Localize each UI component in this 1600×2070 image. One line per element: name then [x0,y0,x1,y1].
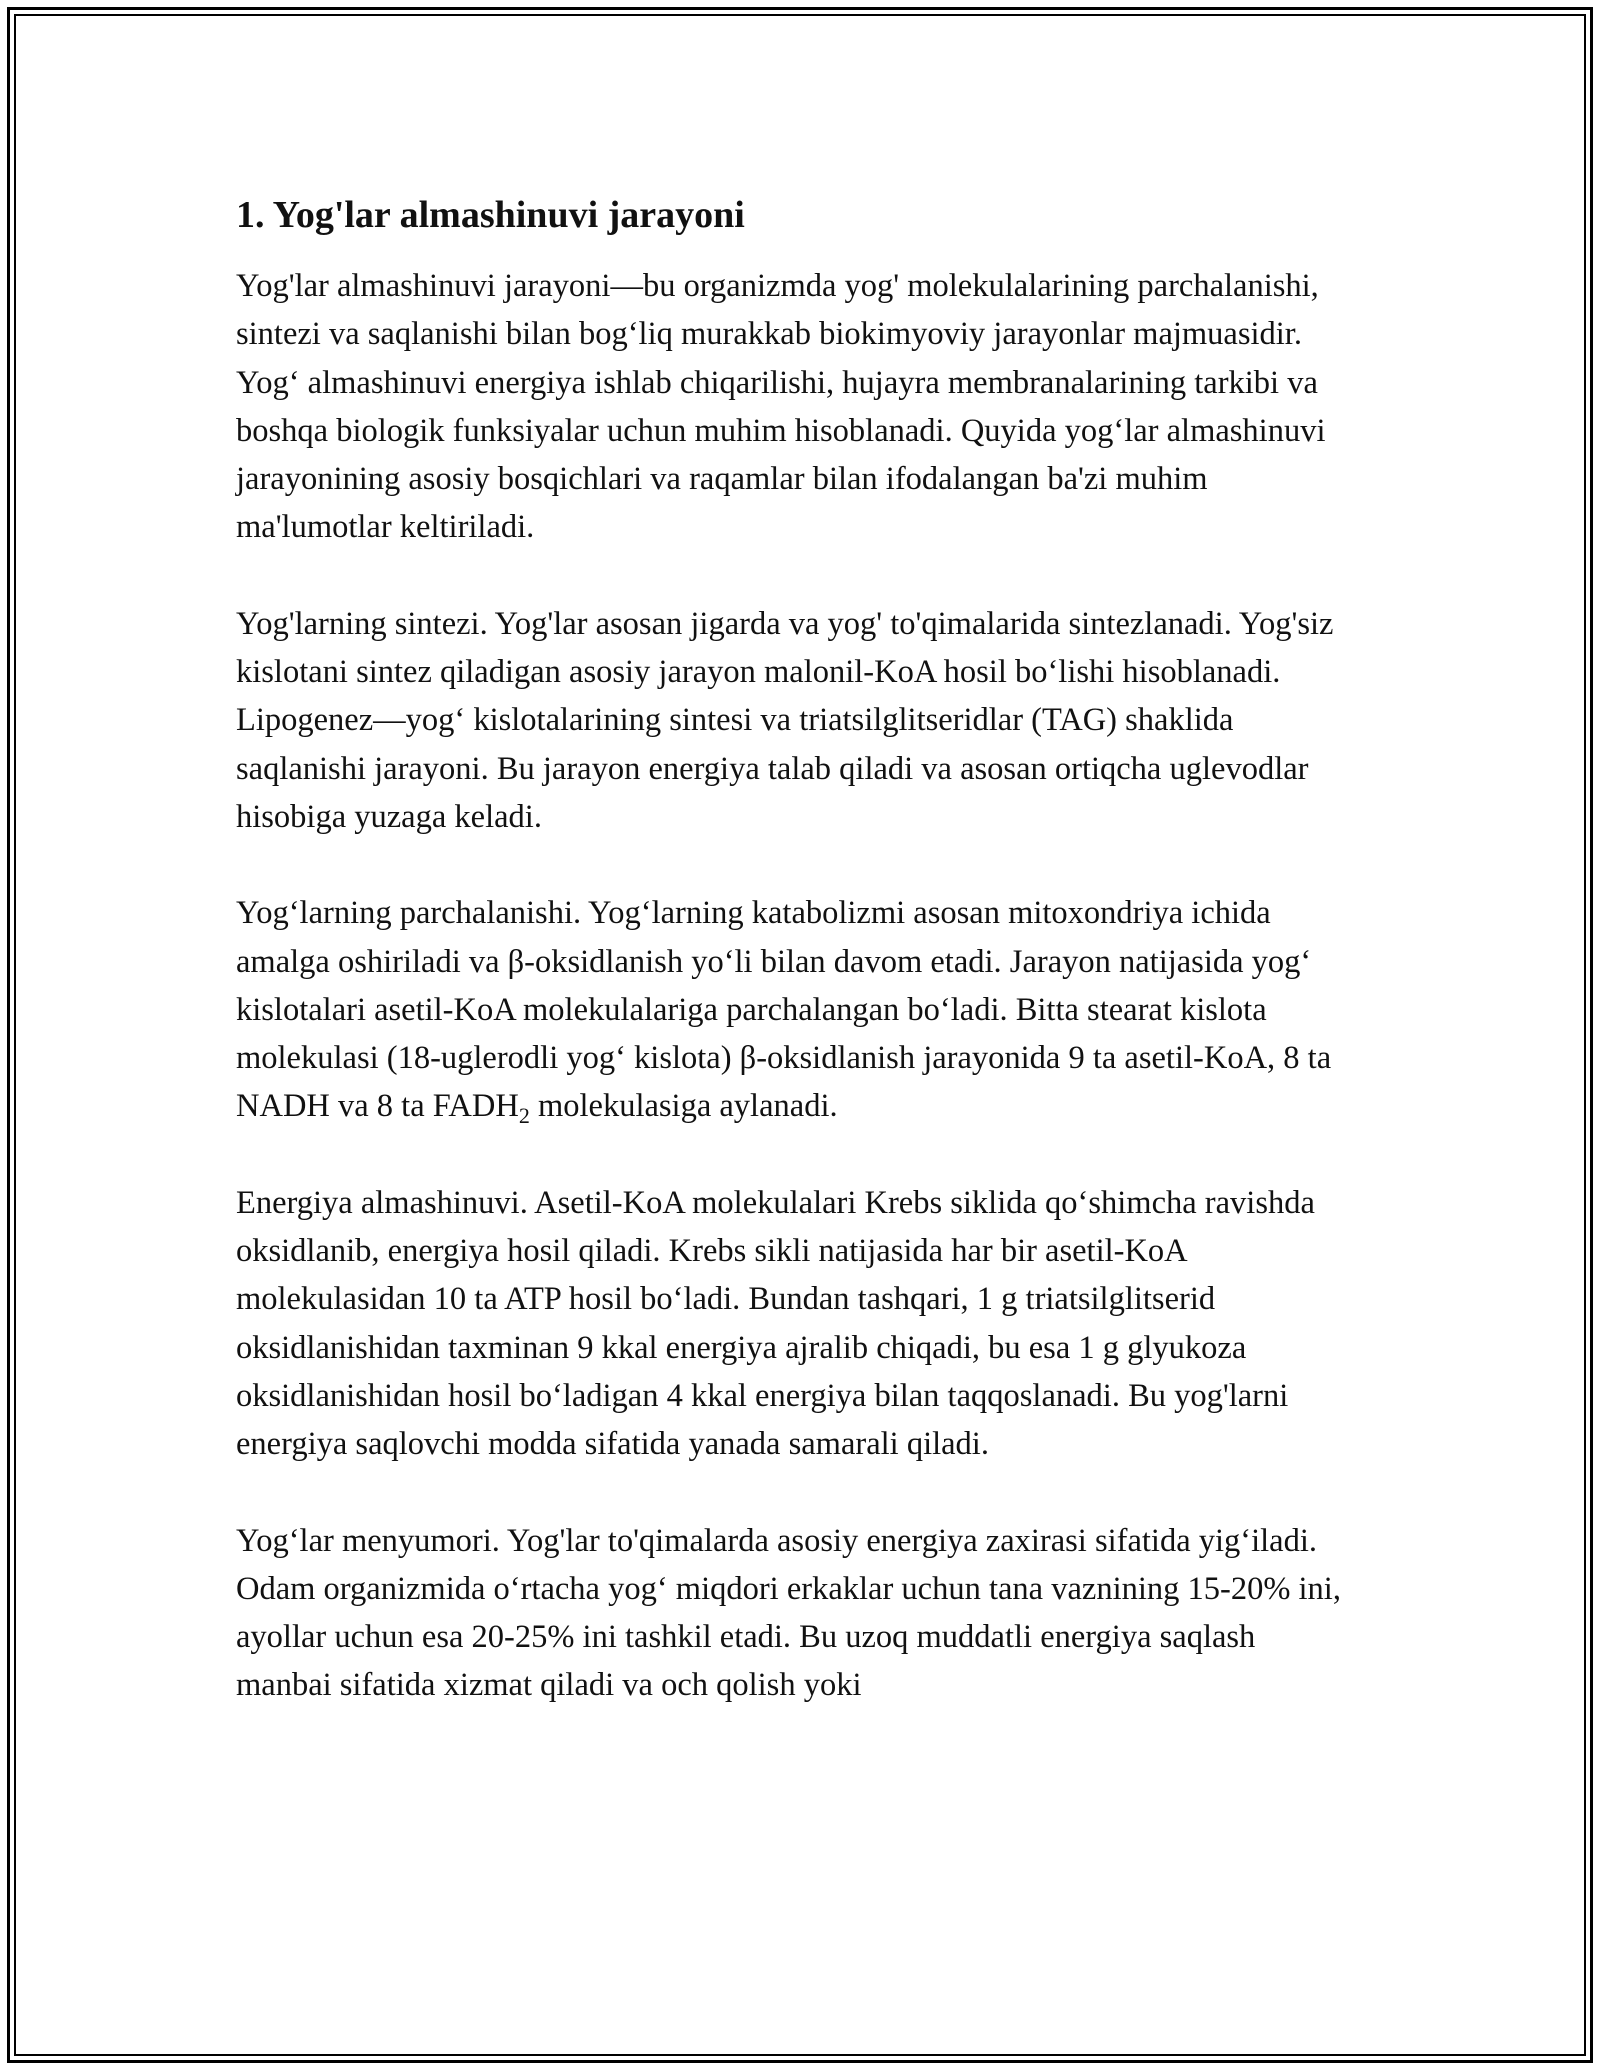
subscript-2: 2 [518,1103,530,1129]
section-title: 1. Yog'lar almashinuvi jarayoni [236,194,745,236]
paragraph-breakdown-text: Yog‘larning parchalanishi. Yog‘larning katabolizmi asosan mitoxondriya ichida amalga oshiriladi va β-oksidlanish yo‘li bilan davom etadi. Jarayon natijasida yog‘ kislotalari asetil-KoA molekulalariga parchalangan bo‘ladi. Bitta stearat kislota molekulasi (18-uglerodli yog‘ kislota) β-oksidlanish jarayonida 9 ta asetil-KoA, 8 ta NADH va 8 ta FADH [236,895,1332,1125]
paragraph-breakdown [236,889,1356,1130]
document-body [236,186,1356,1758]
paragraph-storage: Yog‘lar menyumori. Yog'lar to'qimalarda asosiy energiya zaxirasi sifatida yig‘iladi. Odam organizmida o‘rtacha yog‘ miqdori erkaklar uchun tana vaznining 15-20% ini, ayollar uchun esa 20-25% ini tashkil etadi. Bu uzoq muddatli energiya saqlash manbai sifatida xizmat qiladi va och qolish yoki [236,1522,1341,1704]
paragraph-synthesis: Yog'larning sintezi. Yog'lar asosan jigarda va yog' to'qimalarida sintezlanadi. Yog'siz kislotani sintez qiladigan asosiy jarayon malonil-KoA hosil bo‘lishi hisoblanadi. Lipogenez—yog‘ kislotalarining sintesi va triatsilglitseridlar (TAG) shaklida saqlanishi jarayoni. Bu jarayon energiya talab qiladi va asosan ortiqcha uglevodlar hisobiga yuzaga keladi. [236,605,1334,835]
paragraph-breakdown-text-end: molekulasiga aylanadi. [529,1088,838,1125]
paragraph-energy: Energiya almashinuvi. Asetil-KoA molekulalari Krebs siklida qo‘shimcha ravishda oksidlanib, energiya hosil qiladi. Krebs sikli natijasida har bir asetil-KoA molekulasidan 10 ta ATP hosil bo‘ladi. Bundan tashqari, 1 g triatsilglitserid oksidlanishidan taxminan 9 kkal energiya ajralib chiqadi, bu esa 1 g glyukoza oksidlanishidan hosil bo‘ladigan 4 kkal energiya bilan taqqoslanadi. Bu yog'larni energiya saqlovchi modda sifatida yanada samarali qiladi. [236,1184,1315,1463]
paragraph-intro: Yog'lar almashinuvi jarayoni—bu organizmda yog' molekulalarining parchalanishi, sintezi va saqlanishi bilan bog‘liq murakkab biokimyoviy jarayonlar majmuasidir. Yog‘ almashinuvi energiya ishlab chiqarilishi, hujayra membranalarining tarkibi va boshqa biologik funksiyalar uchun muhim hisoblanadi. Quyida yog‘lar almashinuvi jarayonining asosiy bosqichlari va raqamlar bilan ifodalangan ba'zi muhim ma'lumotlar keltiriladi. [236,268,1326,546]
